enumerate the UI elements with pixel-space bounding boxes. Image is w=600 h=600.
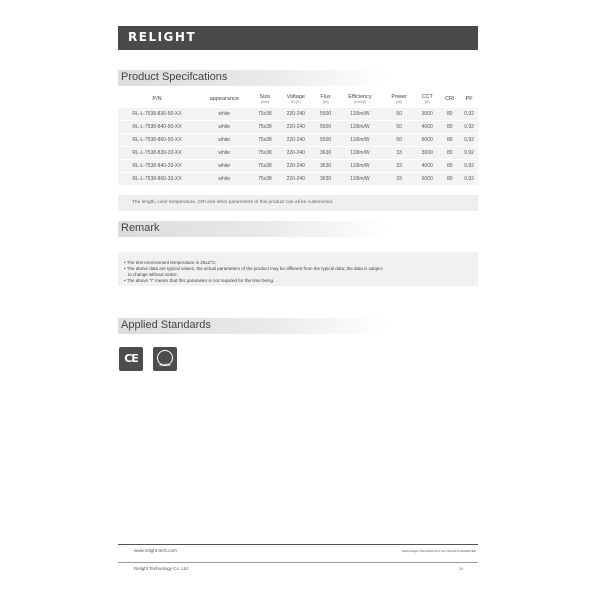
- column-header: [383, 93, 415, 107]
- table-cell: 75x38: [258, 110, 272, 117]
- table-cell: RL-L-7538-840-50-XX: [132, 123, 182, 130]
- table-cell: 110lm/W: [350, 136, 370, 143]
- table-cell: 75x38: [258, 123, 272, 130]
- table-cell: 110lm/W: [350, 175, 370, 182]
- table-header-row: [118, 93, 478, 107]
- table-cell: 33: [396, 162, 402, 169]
- table-cell: RL-L-7538-860-33-XX: [132, 175, 182, 182]
- remark-line: to change without notice;: [128, 272, 178, 277]
- table-cell: 220-240: [286, 149, 305, 156]
- footer-divider-bottom: [118, 562, 478, 563]
- column-header-unit: (lm): [322, 99, 329, 104]
- table-cell: 3630: [320, 149, 332, 156]
- column-header: [277, 93, 314, 107]
- table-cell: 110lm/W: [350, 149, 370, 156]
- table-cell: 220-240: [286, 136, 305, 143]
- column-header-unit: (W): [396, 99, 402, 104]
- column-header-unit: (mm): [260, 99, 269, 104]
- table-cell: 80: [446, 149, 453, 156]
- footer-page-number: 10: [459, 567, 463, 571]
- company-logo: RELIGHT: [128, 30, 197, 44]
- table-cell: 0.92: [464, 136, 474, 143]
- column-header-label: Size: [259, 93, 271, 100]
- table-cell: 80: [446, 162, 453, 169]
- column-header-label: P/N: [152, 96, 162, 103]
- table-cell: 110lm/W: [350, 162, 370, 169]
- table-cell: white: [218, 123, 231, 130]
- table-cell: white: [218, 175, 231, 182]
- table-cell: RL-L-7538-830-50-XX: [132, 110, 182, 117]
- column-header-label: Voltage: [286, 93, 305, 100]
- column-header-label: Efficiency: [348, 93, 372, 100]
- column-header-label: Flux: [320, 93, 331, 100]
- table-cell: 3000: [421, 149, 433, 156]
- custom-note: [118, 195, 478, 211]
- table-cell: 4000: [421, 162, 433, 169]
- section-title-specifications: [118, 70, 478, 86]
- table-cell: RL-L-7538-840-33-XX: [132, 162, 182, 169]
- table-row: [118, 159, 478, 172]
- table-cell: 6000: [421, 136, 433, 143]
- table-body: [118, 107, 478, 185]
- table-cell: 5500: [320, 136, 332, 143]
- column-header: [439, 93, 460, 107]
- column-header-label: CRI: [445, 96, 455, 103]
- remark-line: • The above data are typical values, the actual parameters of the product may be different from the typical data; the data is subject: [124, 266, 383, 271]
- table-cell: 4000: [421, 123, 433, 130]
- remark-box: [118, 252, 478, 286]
- standards-title: Applied Standards: [121, 319, 211, 331]
- table-cell: 50: [396, 123, 402, 130]
- table-cell: 3630: [320, 175, 332, 182]
- column-header-unit: (Lm/W): [354, 99, 366, 104]
- table-cell: 75x38: [258, 175, 272, 182]
- table-cell: 0.92: [464, 123, 474, 130]
- table-cell: 0.92: [464, 175, 474, 182]
- table-cell: 220-240: [286, 175, 305, 182]
- section-title-remark: [118, 221, 478, 237]
- table-row: [118, 172, 478, 185]
- header-bar: [118, 26, 478, 50]
- column-header: [415, 93, 439, 107]
- column-header-label: CCT: [421, 93, 433, 100]
- table-cell: 3000: [421, 110, 433, 117]
- footer-divider-top: [118, 544, 478, 545]
- table-cell: 0.92: [464, 110, 474, 117]
- column-header: [118, 93, 196, 107]
- table-row: [118, 133, 478, 146]
- remark-line: • The above "/" means that this parameter is not required for the time being.: [124, 278, 275, 283]
- table-cell: 6000: [421, 175, 433, 182]
- table-cell: 80: [446, 123, 453, 130]
- table-cell: 75x38: [258, 162, 272, 169]
- table-cell: 0.92: [464, 149, 474, 156]
- table-row: [118, 146, 478, 159]
- table-cell: 80: [446, 110, 453, 117]
- spec-table: [118, 93, 478, 185]
- remark-title: Remark: [121, 222, 160, 234]
- table-cell: 5500: [320, 123, 332, 130]
- column-header: [337, 93, 383, 107]
- column-header-unit: AC(V): [291, 99, 301, 104]
- footer-company: Relight Technology Co.,Ltd: [134, 566, 188, 571]
- table-cell: 110lm/W: [350, 110, 370, 117]
- table-row: [118, 107, 478, 120]
- specifications-title: Product Specifcations: [121, 71, 228, 83]
- custom-note-text: The length, color temperature, CRI and other parameters of this product can all be customized.: [132, 200, 334, 205]
- column-header-label: Power: [391, 93, 407, 100]
- table-cell: 33: [396, 149, 402, 156]
- table-cell: white: [218, 110, 231, 117]
- table-cell: 75x38: [258, 136, 272, 143]
- ce-badge: [119, 347, 143, 371]
- table-cell: 110lm/W: [350, 123, 370, 130]
- table-cell: 50: [396, 110, 402, 117]
- table-cell: 3630: [320, 162, 332, 169]
- section-title-standards: [118, 318, 478, 334]
- remark-line: • The test environment temperature is 25±2°C;: [124, 260, 217, 265]
- rohs-label: RoHS: [159, 362, 171, 367]
- table-cell: white: [218, 149, 231, 156]
- footer-copyright: 2023 Relight TECHNOLOGY ALL RIGHTS RESERVED: [402, 549, 476, 553]
- table-cell: 0.92: [464, 162, 474, 169]
- table-cell: RL-L-7538-830-33-XX: [132, 149, 182, 156]
- table-cell: 33: [396, 175, 402, 182]
- column-header-label: PF: [465, 96, 473, 103]
- table-cell: 80: [446, 175, 453, 182]
- table-row: [118, 120, 478, 133]
- column-header: [196, 93, 253, 107]
- table-cell: RL-L-7538-860-50-XX: [132, 136, 182, 143]
- table-cell: 80: [446, 136, 453, 143]
- table-cell: 220-240: [286, 123, 305, 130]
- table-cell: white: [218, 162, 231, 169]
- column-header: [460, 93, 478, 107]
- footer-website: www.relight-tech.com: [134, 548, 177, 553]
- table-cell: white: [218, 136, 231, 143]
- column-header: [253, 93, 278, 107]
- column-header: [314, 93, 337, 107]
- column-header-label: appearance: [209, 96, 239, 103]
- ce-icon: CE: [124, 352, 138, 365]
- table-cell: 220-240: [286, 110, 305, 117]
- table-cell: 220-240: [286, 162, 305, 169]
- column-header-unit: (K): [424, 99, 430, 104]
- rohs-badge: [153, 347, 177, 371]
- table-cell: 75x38: [258, 149, 272, 156]
- table-cell: 5500: [320, 110, 332, 117]
- table-cell: 50: [396, 136, 402, 143]
